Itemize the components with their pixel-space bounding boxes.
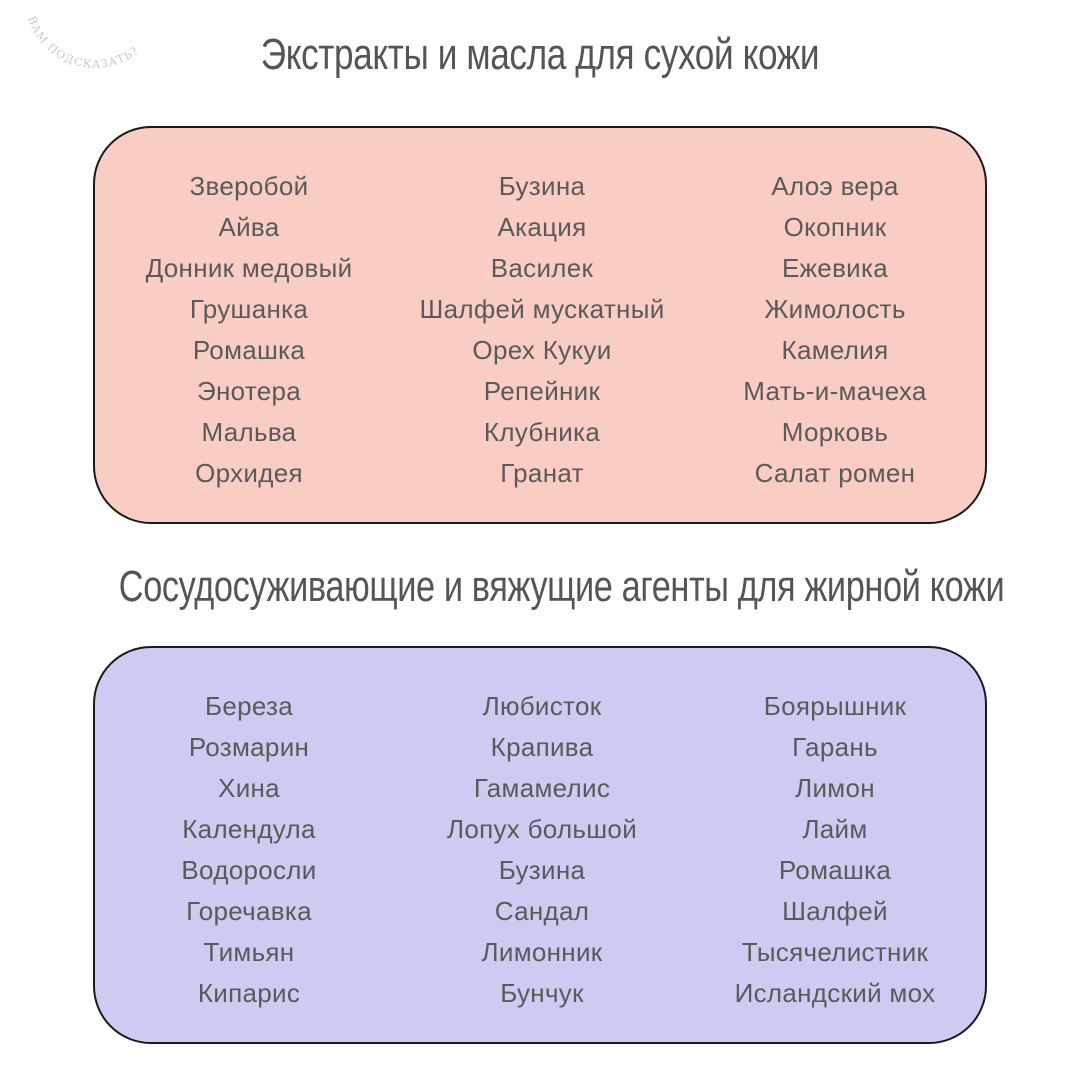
list-item: Василек — [490, 253, 594, 283]
list-item: Орхидея — [195, 458, 303, 488]
list-item: Розмарин — [188, 732, 310, 762]
list-item: Крапива — [490, 732, 594, 762]
list-item: Клубника — [483, 417, 601, 447]
list-item: Ежевика — [781, 253, 889, 283]
list-item: Тысячелистник — [741, 937, 929, 967]
list-item: Лопух большой — [446, 814, 638, 844]
list-item: Орех Кукуи — [472, 335, 612, 365]
section-title-oily-skin: Сосудосуживающие и вяжущие агенты для жирной кожи — [118, 562, 1005, 611]
section-title-dry-skin: Экстракты и масла для сухой кожи — [260, 30, 820, 79]
list-item: Репейник — [483, 376, 601, 406]
list-item: Мать-и-мачеха — [743, 376, 927, 406]
list-item: Гамамелис — [473, 773, 611, 803]
list-item: Мальва — [201, 417, 297, 447]
list-item: Календула — [182, 814, 316, 844]
list-item: Бунчук — [500, 978, 584, 1008]
list-item: Ромашка — [192, 335, 306, 365]
list-item: Салат ромен — [754, 458, 916, 488]
list-item: Водоросли — [181, 855, 317, 885]
list-item: Хина — [218, 773, 280, 803]
list-item: Шалфей — [782, 896, 888, 926]
list-item: Энотера — [196, 376, 302, 406]
list-item: Зверобой — [189, 171, 309, 201]
list-item: Сандал — [494, 896, 590, 926]
oily-skin-card — [93, 646, 987, 1044]
oily-skin-column-1 — [99, 686, 399, 1014]
list-item: Лимон — [795, 773, 875, 803]
list-item: Боярышник — [763, 691, 907, 721]
list-item: Тимьян — [203, 937, 295, 967]
dry-skin-card — [93, 126, 987, 524]
list-item: Алоэ вера — [771, 171, 899, 201]
oily-skin-column-2 — [392, 686, 692, 1014]
list-item: Айва — [218, 212, 280, 242]
dry-skin-column-2 — [392, 166, 692, 494]
list-item: Окопник — [783, 212, 887, 242]
list-item: Грушанка — [189, 294, 309, 324]
list-item: Камелия — [781, 335, 889, 365]
dry-skin-column-3 — [685, 166, 985, 494]
list-item: Гарань — [792, 732, 878, 762]
list-item: Шалфей мускатный — [419, 294, 665, 324]
list-item: Жимолость — [764, 294, 906, 324]
list-item: Донник медовый — [145, 253, 353, 283]
list-item: Горечавка — [186, 896, 312, 926]
list-item: Морковь — [781, 417, 889, 447]
list-item: Исландский мох — [734, 978, 936, 1008]
oily-skin-column-3 — [685, 686, 985, 1014]
list-item: Акация — [497, 212, 587, 242]
list-item: Лимонник — [481, 937, 603, 967]
list-item: Бузина — [498, 855, 586, 885]
list-item: Кипарис — [197, 978, 301, 1008]
stamp-text: ВАМ ПОДСКАЗАТЬ? — [25, 14, 142, 71]
list-item: Ромашка — [778, 855, 892, 885]
list-item: Гранат — [500, 458, 584, 488]
list-item: Любисток — [482, 691, 602, 721]
list-item: Бузина — [498, 171, 586, 201]
list-item: Береза — [204, 691, 294, 721]
dry-skin-column-1 — [99, 166, 399, 494]
list-item: Лайм — [802, 814, 868, 844]
